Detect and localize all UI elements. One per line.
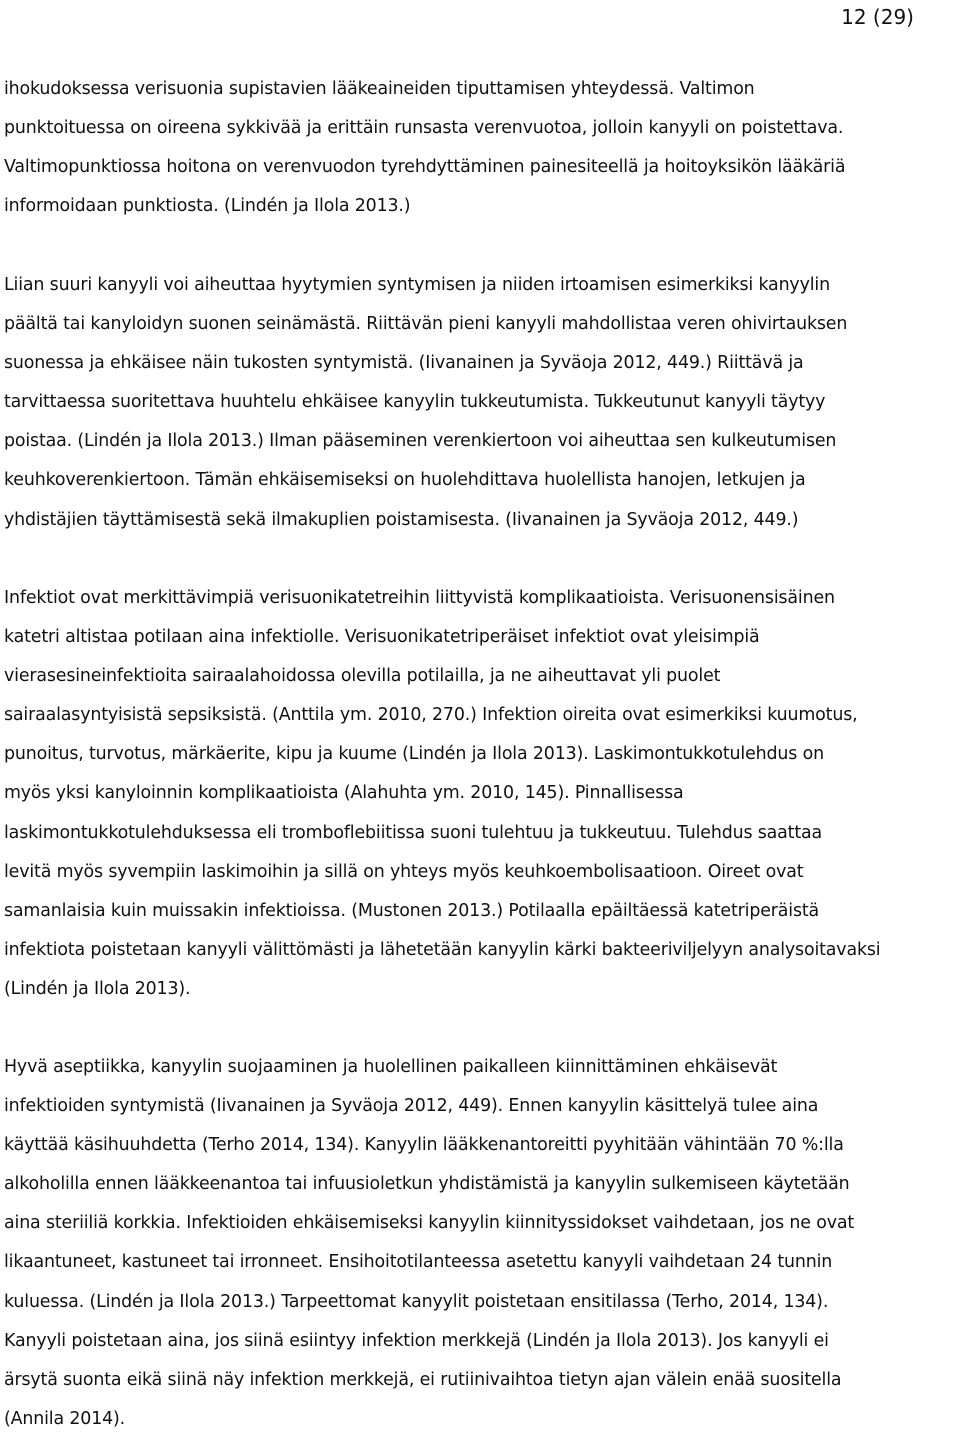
text-line: ärsytä suonta eikä siinä näy infektion merkkejä, ei rutiinivaihtoa tietyn ajan välein enää suositella — [4, 1369, 842, 1390]
text-line: myös yksi kanyloinnin komplikaatioista (Alahuhta ym. 2010, 145). Pinnallisessa — [4, 783, 684, 804]
text-line: sairaalasyntyisistä sepsiksistä. (Anttila ym. 2010, 270.) Infektion oireita ovat esimerkiksi kuumotus, — [4, 705, 858, 726]
text-line: katetri altistaa potilaan aina infektiolle. Verisuonikatetriperäiset infektiot ovat yleisimpiä — [4, 627, 760, 648]
text-line: (Lindén ja Ilola 2013). — [4, 978, 191, 999]
text-line: vierasesineinfektioita sairaalahoidossa olevilla potilailla, ja ne aiheuttavat yli puolet — [4, 666, 721, 687]
text-line: Liian suuri kanyyli voi aiheuttaa hyytymien syntymisen ja niiden irtoamisen esimerkiksi kanyylin — [4, 275, 830, 295]
text-line: informoidaan punktiosta. (Lindén ja Ilola 2013.) — [4, 196, 411, 217]
text-line: infektioiden syntymistä (Iivanainen ja Syväoja 2012, 449). Ennen kanyylin käsittelyä tulee aina — [4, 1096, 819, 1117]
text-line: levitä myös syvempiin laskimoihin ja sillä on yhteys myös keuhkoembolisaatioon. Oireet ovat — [4, 861, 804, 882]
text-line: Infektiot ovat merkittävimpiä verisuonikatetreihin liittyvistä komplikaatioista. Verisuonensisäinen — [4, 588, 835, 608]
text-line: punoitus, turvotus, märkäerite, kipu ja kuume (Lindén ja Ilola 2013). Laskimontukkotulehdus on — [4, 744, 824, 765]
text-line: likaantuneet, kastuneet tai irronneet. Ensihoitotilanteessa asetettu kanyyli vaihdetaan 24 tunnin — [4, 1252, 833, 1273]
text-line: (Annila 2014). — [4, 1408, 126, 1429]
text-line: Kanyyli poistetaan aina, jos siinä esiintyy infektion merkkejä (Lindén ja Ilola 2013). Jos kanyyli ei — [4, 1330, 829, 1351]
text-line: päältä tai kanyloidyn suonen seinämästä. Riittävän pieni kanyyli mahdollistaa veren ohivirtauksen — [4, 314, 848, 335]
paragraph-2 — [4, 266, 956, 540]
text-line: poistaa. (Lindén ja Ilola 2013.) Ilman pääseminen verenkiertoon voi aiheuttaa sen kulkeutumisen — [4, 431, 837, 452]
text-line: infektiota poistetaan kanyyli välittömästi ja lähetetään kanyylin kärki bakteeriviljelyyn analysoitavaksi — [4, 939, 881, 960]
text-line: keuhkoverenkiertoon. Tämän ehkäisemiseksi on huolehdittava huolellista hanojen, letkujen ja — [4, 470, 806, 491]
paragraph-4 — [4, 1048, 956, 1439]
text-line: suonessa ja ehkäisee näin tukosten syntymistä. (Iivanainen ja Syväoja 2012, 449.) Riittävä ja — [4, 353, 804, 374]
paragraph-3 — [4, 579, 956, 1009]
text-line: tarvittaessa suoritettava huuhtelu ehkäisee kanyylin tukkeutumista. Tukkeutunut kanyyli täytyy — [4, 392, 826, 413]
text-line: aina steriiliä korkkia. Infektioiden ehkäisemiseksi kanyylin kiinnityssidokset vaihdetaan, jos ne ovat — [4, 1213, 855, 1234]
page-number: 12 (29) — [841, 5, 914, 29]
text-line: Hyvä aseptiikka, kanyylin suojaaminen ja huolellinen paikalleen kiinnittäminen ehkäisevät — [4, 1057, 778, 1077]
paragraph-1 — [4, 70, 956, 226]
text-line: laskimontukkotulehduksessa eli tromboflebiitissa suoni tulehtuu ja tukkeutuu. Tulehdus saattaa — [4, 822, 823, 843]
text-line: samanlaisia kuin muissakin infektioissa. (Mustonen 2013.) Potilaalla epäiltäessä katetriperäistä — [4, 900, 820, 921]
text-line: Valtimopunktiossa hoitona on verenvuodon tyrehdyttäminen painesiteellä ja hoitoyksikön lääkäriä — [4, 157, 846, 178]
text-line: käyttää käsihuuhdetta (Terho 2014, 134). Kanyylin lääkkenantoreitti pyyhitään vähintään 70 %:lla — [4, 1135, 844, 1156]
text-line: punktoituessa on oireena sykkivää ja erittäin runsasta verenvuotoa, jolloin kanyyli on poistettava. — [4, 118, 844, 139]
text-line: kuluessa. (Lindén ja Ilola 2013.) Tarpeettomat kanyylit poistetaan ensitilassa (Terho, 2014, 134). — [4, 1291, 829, 1312]
text-line: yhdistäjien täyttämisestä sekä ilmakuplien poistamisesta. (Iivanainen ja Syväoja 2012, 449.) — [4, 509, 799, 530]
text-line: ihokudoksessa verisuonia supistavien lääkeaineiden tiputtamisen yhteydessä. Valtimon — [4, 79, 755, 99]
text-line: alkoholilla ennen lääkkeenantoa tai infuusioletkun yhdistämistä ja kanyylin sulkemiseen käytetään — [4, 1174, 850, 1195]
